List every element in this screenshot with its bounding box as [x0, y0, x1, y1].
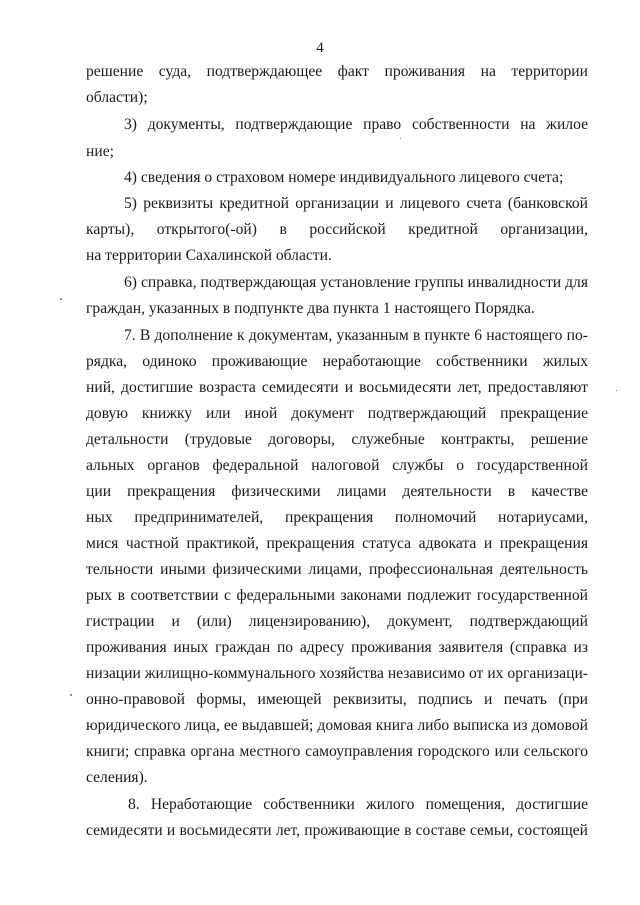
text-line: ных предпринимателей, прекращения полномочий нотариусами,	[86, 509, 588, 526]
text-line: детальности (трудовые договоры, служебные контракты, решение	[86, 431, 588, 448]
text-line: карты), открытого(-ой) в российской кредитной организации,	[86, 221, 588, 238]
text-line: 5) реквизиты кредитной организации и лицевого счета (банковской	[124, 195, 588, 212]
text-line: 8. Неработающие собственники жилого помещения, достигшие	[128, 796, 588, 813]
text-line: семидесяти и восьмидесяти лет, проживающие в составе семьи, состоящей	[86, 822, 588, 839]
page-number: 4	[316, 40, 324, 56]
text-line: рядка, одиноко проживающие неработающие собственники жилых	[86, 353, 588, 370]
text-line: онно-правовой формы, имеющей реквизиты, подпись и печать (при	[86, 691, 588, 708]
text-line: 3) документы, подтверждающие право собственности на жилое	[124, 116, 588, 133]
text-line: селения).	[86, 769, 148, 786]
text-line: гистрации и (или) лицензированию), документ, подтверждающий	[86, 613, 588, 630]
text-line: ции прекращения физическими лицами деятельности в качестве	[86, 483, 588, 500]
text-line: низации жилищно-коммунального хозяйства независимо от их организаци-	[86, 665, 588, 682]
text-line: граждан, указанных в подпункте два пункта 1 настоящего Порядка.	[86, 300, 535, 317]
text-line: мися частной практикой, прекращения статуса адвоката и прекращения	[86, 535, 588, 552]
text-line: рых в соответствии с федеральными законами подлежит государственной	[86, 587, 588, 604]
text-line: ний, достигшие возраста семидесяти и восьмидесяти лет, предоставляют	[86, 379, 588, 396]
scan-speck	[616, 390, 617, 391]
text-line: 7. В дополнение к документам, указанным в пункте 6 настоящего по-	[124, 327, 588, 344]
scan-speck	[400, 138, 401, 139]
text-line: 4) сведения о страховом номере индивидуального лицевого счета;	[124, 169, 564, 186]
text-line: проживания иных граждан по адресу проживания заявителя (справка из	[86, 639, 588, 656]
text-line: ние;	[86, 143, 114, 160]
text-line: книги; справка органа местного самоуправления городского или сельского	[86, 743, 588, 760]
scan-speck	[60, 298, 62, 300]
text-line: решение суда, подтверждающее факт проживания на территории	[86, 63, 588, 80]
scan-speck	[70, 694, 72, 696]
text-line: 6) справка, подтверждающая установление группы инвалидности для	[124, 274, 588, 291]
text-line: довую книжку или иной документ подтверждающий прекращение	[86, 405, 588, 422]
text-line: тельности иными физическими лицами, профессиональная деятельность	[86, 561, 588, 578]
text-line: на территории Сахалинской области.	[86, 247, 332, 264]
text-line: юридического лица, ее выдавшей; домовая книга либо выписка из домовой	[86, 717, 588, 734]
text-line: области);	[86, 89, 148, 106]
text-line: альных органов федеральной налоговой службы о государственной	[86, 457, 588, 474]
